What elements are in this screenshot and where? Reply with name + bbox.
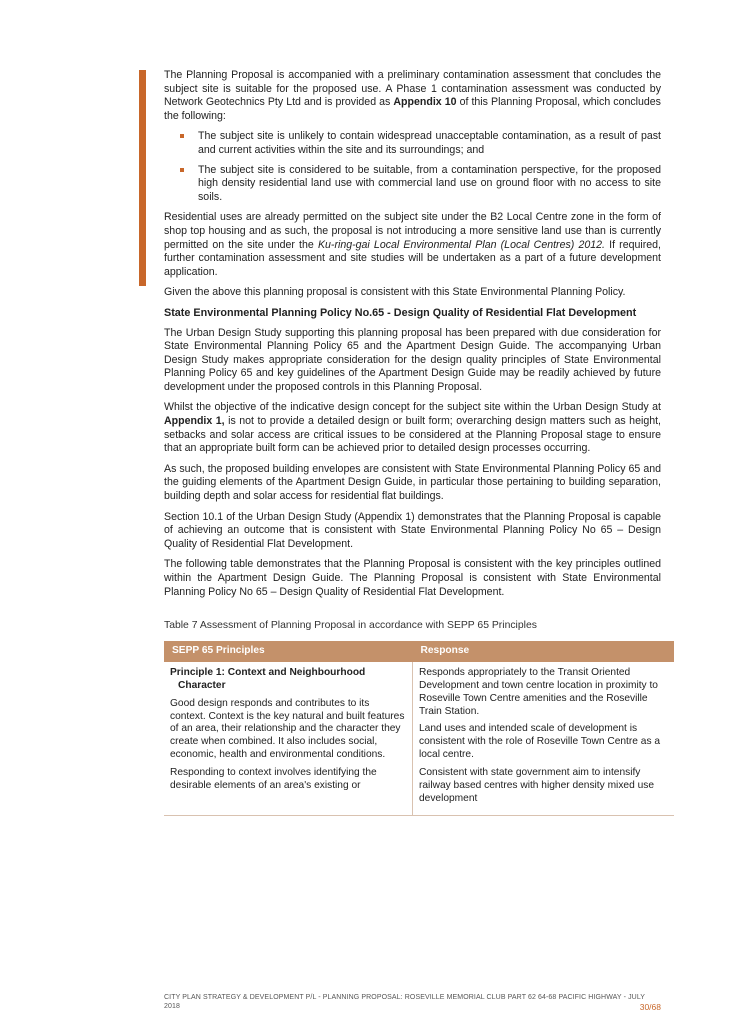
page-footer: CITY PLAN STRATEGY & DEVELOPMENT P/L - PLANNING PROPOSAL: ROSEVILLE MEMORIAL CLUB PART 62 64-68 PACIFIC HIGHWAY - JULY 2018 [164,994,645,1010]
list-item: The subject site is unlikely to contain widespread unacceptable contamination, as a result of past and current activities within the site and its surroundings; and [164,130,661,157]
residential-uses-paragraph: Residential uses are already permitted on the subject site under the B2 Local Centre zone in the form of shop top housing and as such, the proposal is not introducing a more sensitive land use than is currently permitted on the site under the Ku-ring-gai Local Environmental Plan (Local Centres) 2012. If required, further contamination assessment and site studies will be undertaken as a part of a future development application. [164,211,661,278]
bullet-icon [180,168,184,172]
page-number: 30/68 [639,1002,661,1012]
table-caption: Table 7 Assessment of Planning Proposal in accordance with SEPP 65 Principles [164,620,537,632]
list-item: The subject site is considered to be suitable, from a contamination perspective, for the proposed high density residential land use with commercial land use on ground floor with no access to site soils. [164,164,661,205]
response-text: Responds appropriately to the Transit Oriented Development and town centre location in proximity to Roseville Town Centre amenities and the Roseville Train Station. [419,666,658,717]
envelopes-paragraph: As such, the proposed building envelopes are consistent with State Environmental Planning Policy 65 and the guiding elements of the Apartment Design Guide, in particular those pertaining to building separation, building depth and solar access for residential flat buildings. [164,462,661,503]
sepp65-heading: State Environmental Planning Policy No.65 - Design Quality of Residential Flat Development [164,306,637,319]
table-row [164,662,674,816]
response-text: Land uses and intended scale of development is consistent with the role of Roseville Town Centre as a local centre. [419,723,661,761]
contamination-paragraph: The Planning Proposal is accompanied with a preliminary contamination assessment that concludes the subject site is suitable for the proposed use. A Phase 1 contamination assessment was conducted by Network Geotechnics Pty Ltd and is provided as Appendix 10 of this Planning Proposal, which concludes the following: [164,69,661,122]
response-text: Consistent with state government aim to intensify railway based centres with higher density mixed use development [419,767,654,804]
bullet-icon [180,134,184,138]
response-cell [413,662,675,816]
table-intro-paragraph: The following table demonstrates that the Planning Proposal is consistent with the key principles outlined within the Apartment Design Guide. The Planning Proposal is consistent with State Environmental Planning Policy No 65 – Design Quality of Residential Flat Development. [164,558,661,598]
page-body [164,69,661,816]
margin-change-bar [139,70,146,286]
urban-design-paragraph: The Urban Design Study supporting this planning proposal has been prepared with due consideration for State Environmental Planning Policy 65 and the Apartment Design Guide. The accompanying Urban Design Study makes appropriate consideration for the design quality principles of State Environmental Planning Policy 65 and key guidelines of the Apartment Design Guide may be readily achieved by future development under the proposed controls in this Planning Proposal. [164,326,661,393]
column-header-response: Response [413,641,675,662]
principle-text: Good design responds and contributes to its context. Context is the key natural and built features of an area, their relationship and the character they create when combined. It also includes social, economic, health and environmental conditions. [170,697,405,761]
sepp65-table [164,641,674,816]
principle-cell [164,662,413,816]
principle-title: Principle 1: Context and Neighbourhood Character [170,666,366,691]
column-header-principles: SEPP 65 Principles [164,641,413,662]
conclusions-list [164,130,661,204]
objective-paragraph: Whilst the objective of the indicative design concept for the subject site within the Urban Design Study at Appendix 1, is not to provide a detailed design or built form; overarching design matters such as height, setbacks and solar access are critical issues to be considered at the Planning Proposal stage to ensure that an appropriate built form can be achieved prior to detailed design processes occurring. [164,401,661,455]
section-reference-paragraph: Section 10.1 of the Urban Design Study (Appendix 1) demonstrates that the Planning Proposal is capable of achieving an outcome that is consistent with State Environmental Planning Policy No 65 – Design Quality of Residential Flat Development. [164,510,661,550]
principle-text: Responding to context involves identifying the desirable elements of an area's existing or [170,767,377,792]
table-header-row [164,641,674,662]
consistency-paragraph: Given the above this planning proposal is consistent with this State Environmental Planning Policy. [164,286,626,299]
